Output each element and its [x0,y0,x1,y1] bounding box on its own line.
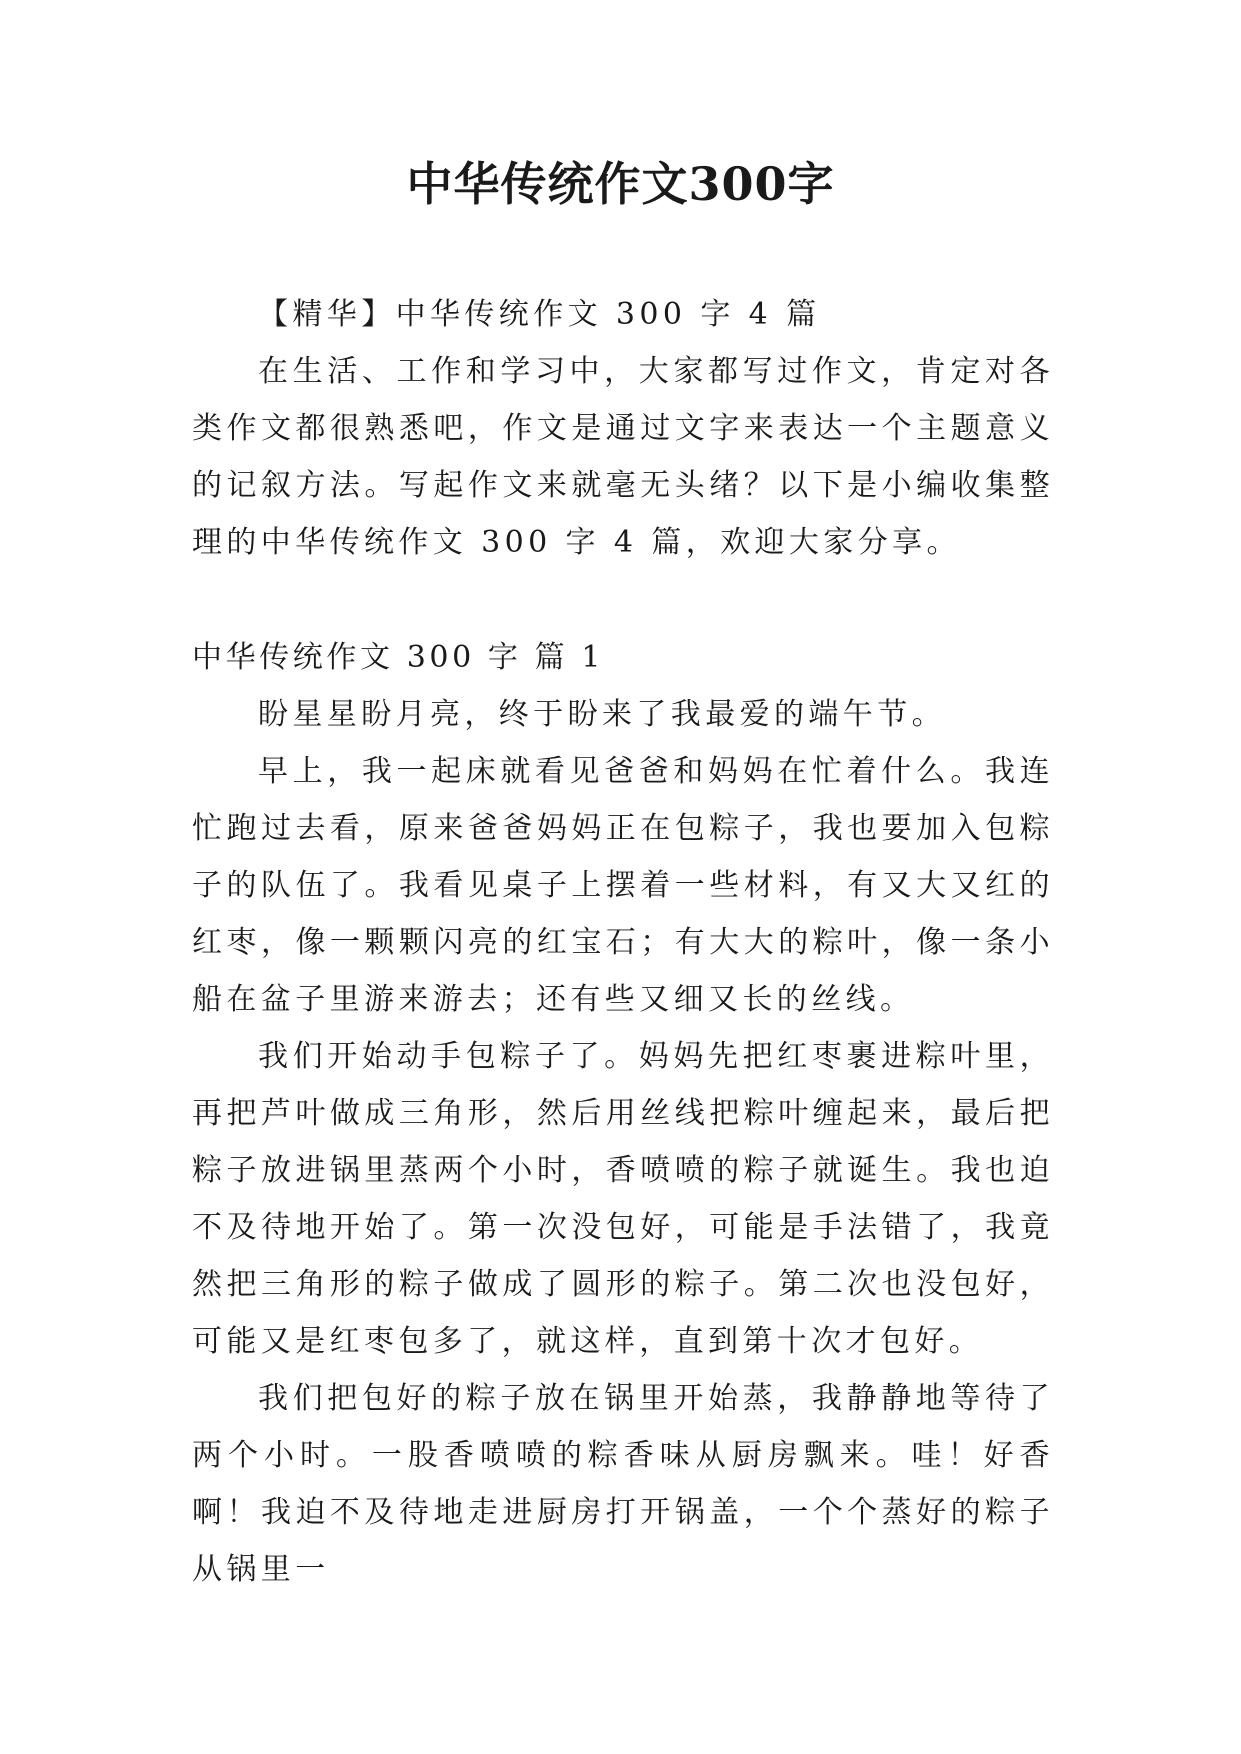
section-paragraph: 我们开始动手包粽子了。妈妈先把红枣裹进粽叶里，再把芦叶做成三角形，然后用丝线把粽叶缠起来，最后把粽子放进锅里蒸两个小时，香喷喷的粽子就诞生。我也迫不及待地开始了。第一次没包好，可能是手法错了，我竟然把三角形的粽子做成了圆形的粽子。第二次也没包好，可能又是红枣包多了，就这样，直到第十次才包好。 [192,1039,1054,1359]
section-heading: 中华传统作文 300 字 篇 1 [192,640,605,675]
section-paragraph: 早上，我一起床就看见爸爸和妈妈在忙着什么。我连忙跑过去看，原来爸爸妈妈正在包粽子，我也要加入包粽子的队伍了。我看见桌子上摆着一些材料，有又大又红的红枣，像一颗颗闪亮的红宝石；有大大的粽叶，像一条小船在盆子里游来游去；还有些又细又长的丝线。 [192,754,1054,1017]
document-body [192,286,1054,1598]
intro-paragraph: 在生活、工作和学习中，大家都写过作文，肯定对各类作文都很熟悉吧，作文是通过文字来表达一个主题意义的记叙方法。写起作文来就毫无头绪？以下是小编收集整理的中华传统作文 300 字 4 篇，欢迎大家分享。 [192,354,1054,560]
intro-heading: 【精华】中华传统作文 300 字 4 篇 [258,297,821,332]
section-paragraph: 盼星星盼月亮，终于盼来了我最爱的端午节。 [258,697,946,732]
section-paragraph: 我们把包好的粽子放在锅里开始蒸，我静静地等待了两个小时。一股香喷喷的粽香味从厨房飘来。哇！好香啊！我迫不及待地走进厨房打开锅盖，一个个蒸好的粽子从锅里一 [192,1381,1054,1587]
document-title: 中华传统作文300字 [406,157,835,211]
